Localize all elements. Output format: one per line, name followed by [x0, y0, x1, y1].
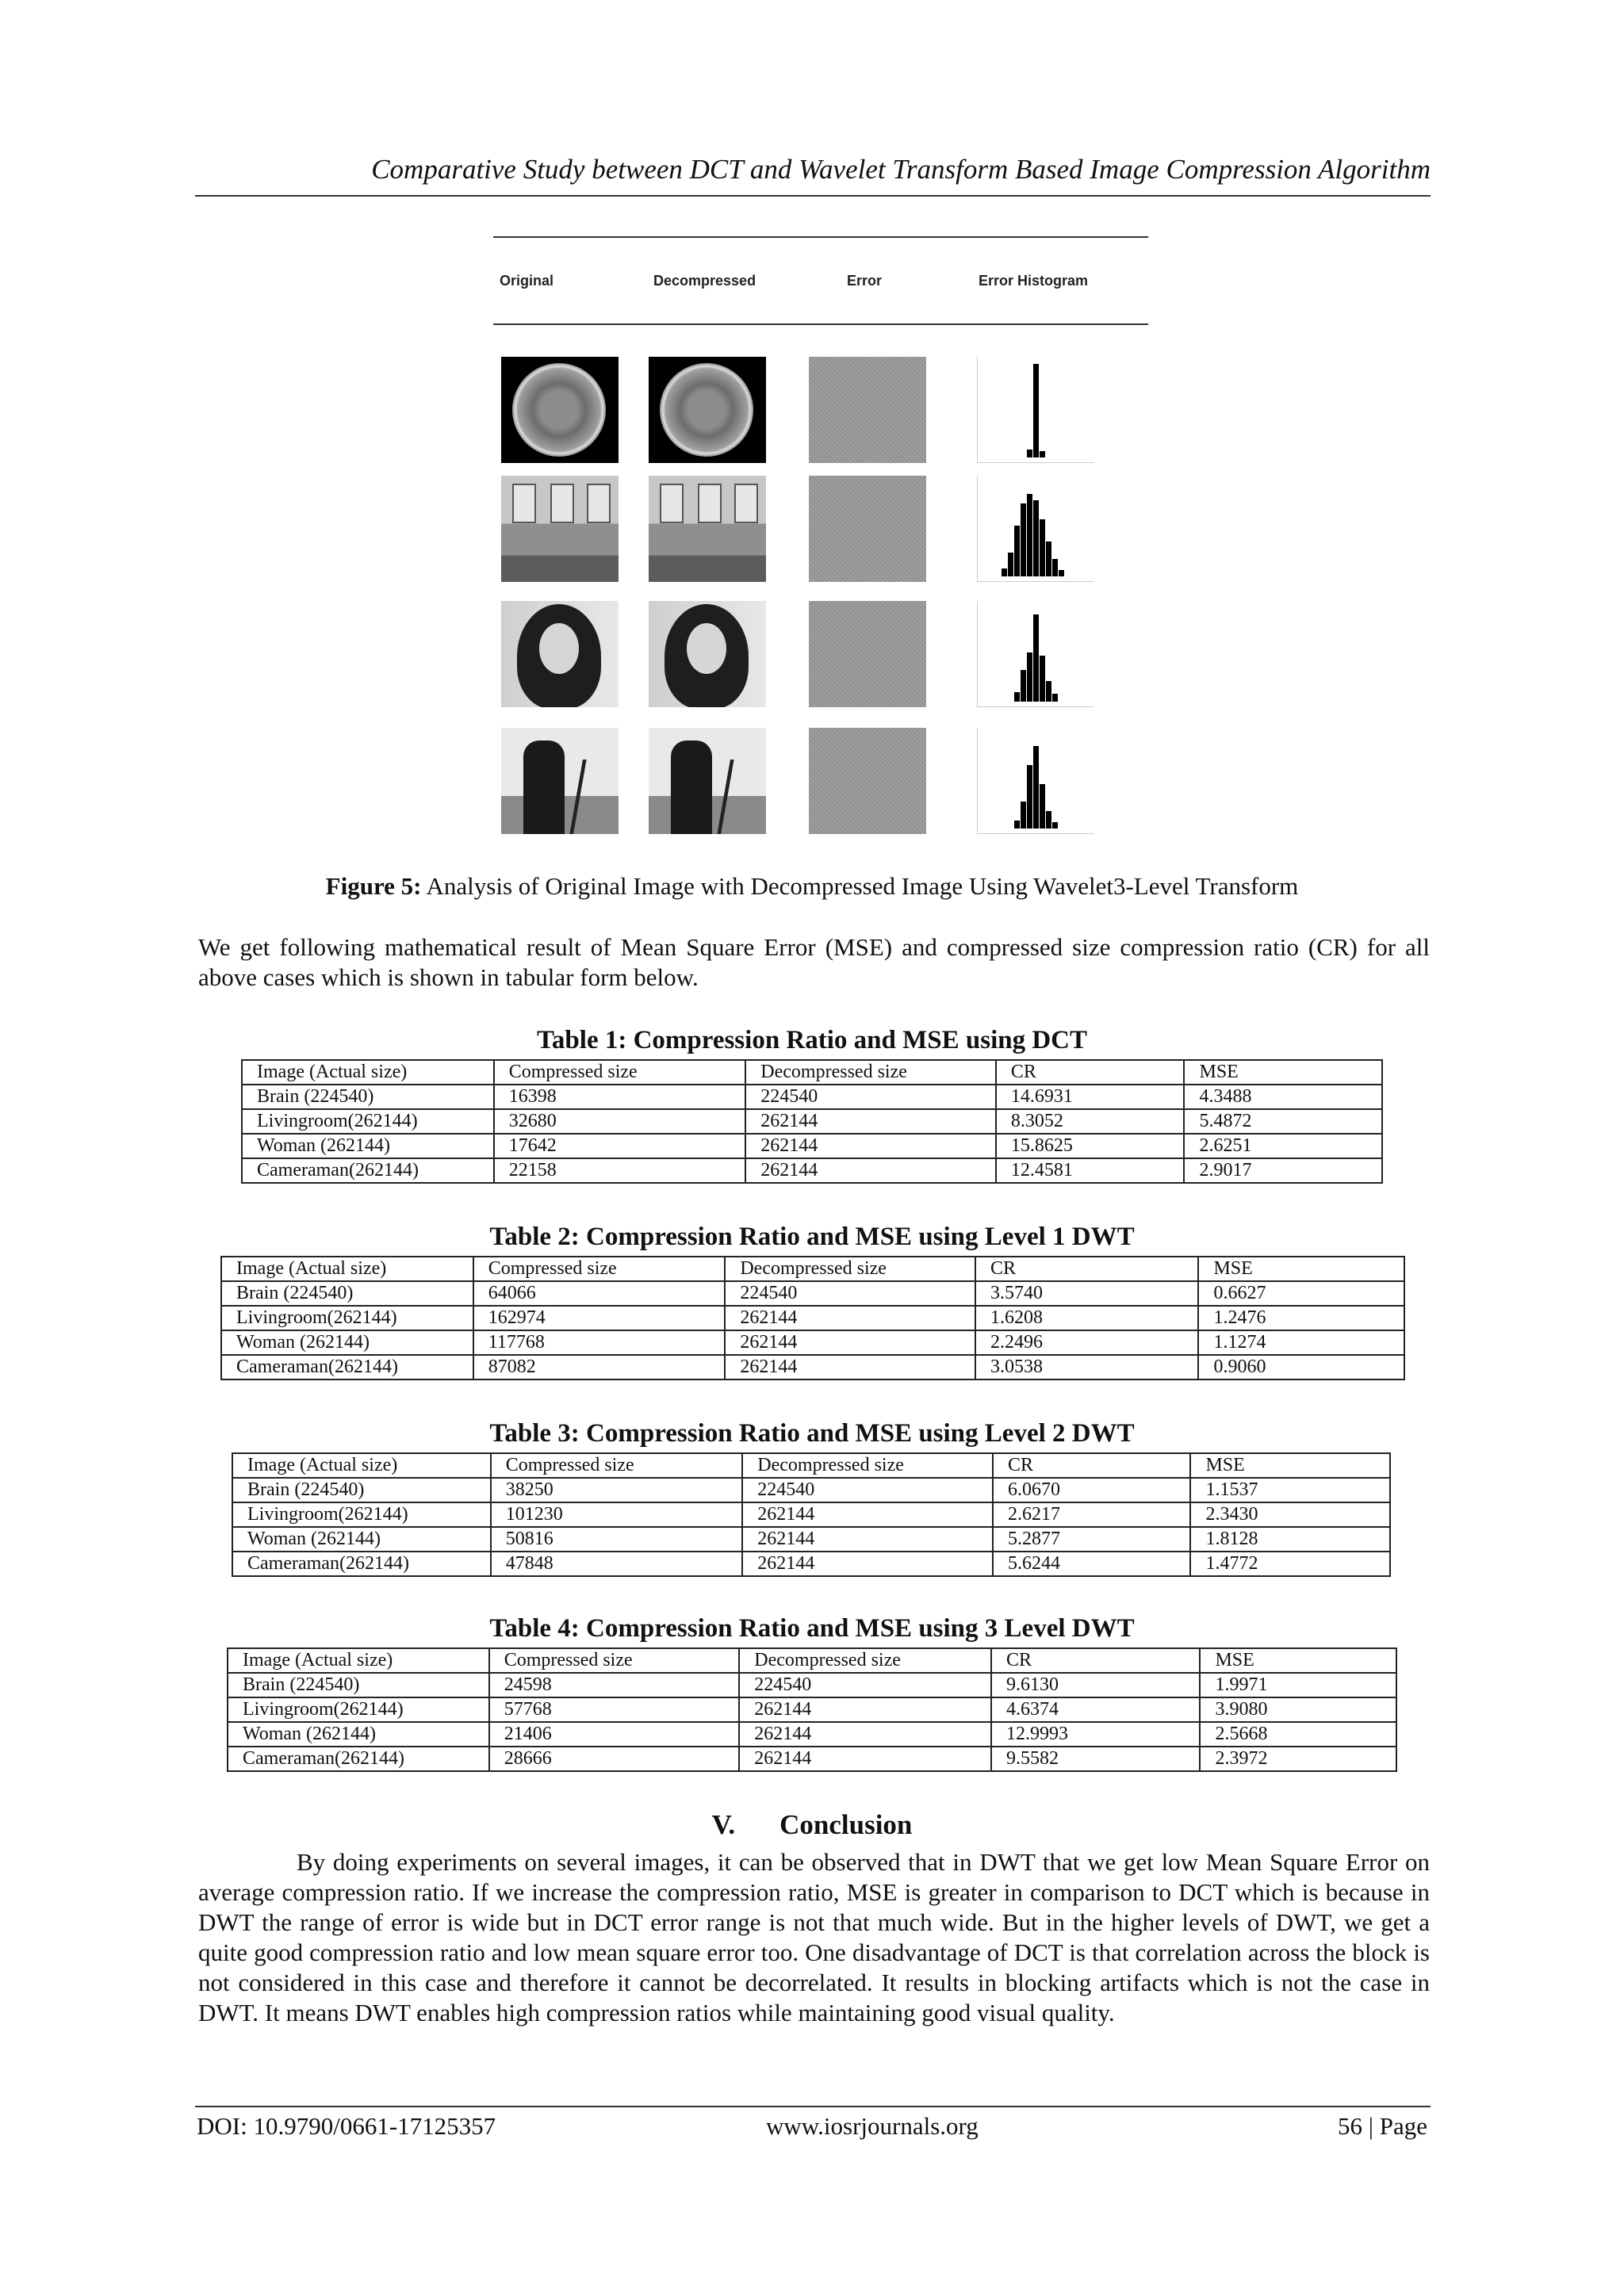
table-row	[232, 1527, 1390, 1552]
footer-doi: DOI: 10.9790/0661-17125357	[197, 2112, 496, 2140]
table-cell: 117768	[473, 1330, 726, 1355]
figure-5	[493, 236, 1148, 847]
table-cell: Livingroom(262144)	[242, 1109, 494, 1134]
brain-error-histogram	[977, 357, 1094, 463]
table-header-cell: Image (Actual size)	[221, 1257, 473, 1281]
table-cell: 262144	[745, 1134, 996, 1158]
table-header-cell: MSE	[1184, 1060, 1382, 1085]
footer-page-number: 56 | Page	[1338, 2112, 1427, 2140]
table-cell: 8.3052	[996, 1109, 1185, 1134]
table-cell: 5.4872	[1184, 1109, 1382, 1134]
table-header-cell: MSE	[1198, 1257, 1404, 1281]
cameraman-decompressed-image	[649, 728, 766, 834]
section-number: V.	[711, 1809, 736, 1840]
table-cell: 2.9017	[1184, 1158, 1382, 1183]
table-row	[242, 1158, 1382, 1183]
table-cell: 22158	[494, 1158, 746, 1183]
table-header-cell: CR	[993, 1453, 1191, 1478]
table-cell: 262144	[742, 1502, 993, 1527]
table-cell: 224540	[739, 1673, 991, 1697]
table-cell: 224540	[745, 1085, 996, 1109]
table-cell: 1.9971	[1200, 1673, 1396, 1697]
figure-header-rule	[493, 323, 1148, 325]
table-cell: Woman (262144)	[228, 1722, 489, 1747]
table-cell: 2.3972	[1200, 1747, 1396, 1771]
table-1	[241, 1059, 1383, 1184]
table-header-cell: Image (Actual size)	[228, 1648, 489, 1673]
footer-website: www.iosrjournals.org	[766, 2112, 979, 2140]
table-cell: 12.9993	[991, 1722, 1201, 1747]
table-cell: 87082	[473, 1355, 726, 1380]
table-row	[221, 1306, 1404, 1330]
table-2	[220, 1256, 1405, 1380]
table-cell: 15.8625	[996, 1134, 1185, 1158]
table-header-cell: Decompressed size	[725, 1257, 975, 1281]
table-cell: 0.9060	[1198, 1355, 1404, 1380]
table-4-title: Table 4: Compression Ratio and MSE using 3 Level DWT	[489, 1614, 1135, 1643]
conclusion-paragraph: By doing experiments on several images, it can be observed that in DWT that we get low Mean Square Error on average compression ratio. If we increase the compression ratio, MSE is greater in comparison to DCT which is because in DWT the range of error is wide but in DCT error range is not that much wide. But in the higher levels of DWT, we get a quite good compression ratio and low mean square error too. One disadvantage of DCT is that correlation across the block is not considered in this case and therefore it cannot be decorrelated. It results in blocking artifacts which is not the case in DWT. It means DWT enables high compression ratios while maintaining good visual quality.	[198, 1848, 1430, 2026]
table-row	[228, 1722, 1396, 1747]
table-2-title: Table 2: Compression Ratio and MSE using Level 1 DWT	[489, 1223, 1135, 1251]
table-cell: 21406	[489, 1722, 740, 1747]
livingroom-error-histogram	[977, 476, 1094, 582]
column-head-decompressed: Decompressed	[653, 273, 756, 289]
brain-original-image	[501, 357, 619, 463]
table-cell: 9.5582	[991, 1747, 1201, 1771]
table-cell: 262144	[725, 1330, 975, 1355]
table-row	[242, 1134, 1382, 1158]
table-cell: 1.1274	[1198, 1330, 1404, 1355]
footer-rule	[195, 2106, 1431, 2107]
table-header-row	[232, 1453, 1390, 1478]
table-header-cell: Compressed size	[491, 1453, 743, 1478]
table-header-cell: MSE	[1200, 1648, 1396, 1673]
paper-title: Comparative Study between DCT and Wavelet Transform Based Image Compression Algorithm	[371, 154, 1431, 185]
table-cell: Cameraman(262144)	[221, 1355, 473, 1380]
table-cell: 262144	[742, 1552, 993, 1576]
table-cell: 57768	[489, 1697, 740, 1722]
table-header-cell: Compressed size	[489, 1648, 740, 1673]
table-header-row	[221, 1257, 1404, 1281]
table-row	[228, 1697, 1396, 1722]
table-cell: 14.6931	[996, 1085, 1185, 1109]
table-cell: 224540	[742, 1478, 993, 1502]
woman-error-histogram	[977, 601, 1094, 707]
table-cell: 5.6244	[993, 1552, 1191, 1576]
table-cell: 16398	[494, 1085, 746, 1109]
column-head-error-histogram: Error Histogram	[979, 273, 1089, 289]
table-header-cell: CR	[975, 1257, 1198, 1281]
table-row	[232, 1478, 1390, 1502]
table-cell: 1.8128	[1190, 1527, 1390, 1552]
table-cell: 1.1537	[1190, 1478, 1390, 1502]
table-cell: 3.9080	[1200, 1697, 1396, 1722]
table-cell: Livingroom(262144)	[232, 1502, 491, 1527]
table-cell: 262144	[725, 1355, 975, 1380]
section-title: Conclusion	[779, 1809, 913, 1840]
table-cell: Woman (262144)	[242, 1134, 494, 1158]
table-row	[221, 1330, 1404, 1355]
brain-error-image	[809, 357, 926, 463]
table-4	[227, 1647, 1397, 1772]
running-header	[195, 149, 1431, 197]
table-cell: 17642	[494, 1134, 746, 1158]
cameraman-error-image	[809, 728, 926, 834]
table-cell: 1.4772	[1190, 1552, 1390, 1576]
table-cell: 2.3430	[1190, 1502, 1390, 1527]
table-row	[228, 1673, 1396, 1697]
table-cell: Brain (224540)	[242, 1085, 494, 1109]
table-cell: 6.0670	[993, 1478, 1191, 1502]
woman-decompressed-image	[649, 601, 766, 707]
table-cell: 5.2877	[993, 1527, 1191, 1552]
brain-decompressed-image	[649, 357, 766, 463]
table-header-row	[242, 1060, 1382, 1085]
table-row	[221, 1281, 1404, 1306]
table-cell: 32680	[494, 1109, 746, 1134]
table-cell: 2.5668	[1200, 1722, 1396, 1747]
table-cell: 262144	[745, 1109, 996, 1134]
table-1-title: Table 1: Compression Ratio and MSE using DCT	[536, 1026, 1088, 1054]
section-heading	[0, 1809, 1624, 1841]
livingroom-original-image	[501, 476, 619, 582]
table-cell: Cameraman(262144)	[232, 1552, 491, 1576]
table-cell: 64066	[473, 1281, 726, 1306]
figure-caption-text: Analysis of Original Image with Decompressed Image Using Wavelet3-Level Transform	[421, 872, 1299, 900]
table-header-cell: CR	[991, 1648, 1201, 1673]
table-cell: 38250	[491, 1478, 743, 1502]
table-header-cell: Decompressed size	[739, 1648, 991, 1673]
table-cell: 2.2496	[975, 1330, 1198, 1355]
intro-paragraph: We get following mathematical result of Mean Square Error (MSE) and compressed size compression ratio (CR) for all above cases which is shown in tabular form below.	[198, 933, 1430, 991]
table-header-cell: Image (Actual size)	[242, 1060, 494, 1085]
column-head-original: Original	[500, 273, 554, 289]
table-cell: 3.0538	[975, 1355, 1198, 1380]
table-header-cell: Compressed size	[473, 1257, 726, 1281]
table-cell: 28666	[489, 1747, 740, 1771]
table-cell: Woman (262144)	[221, 1330, 473, 1355]
table-cell: 262144	[742, 1527, 993, 1552]
table-row	[221, 1355, 1404, 1380]
woman-original-image	[501, 601, 619, 707]
table-cell: 24598	[489, 1673, 740, 1697]
table-cell: 2.6217	[993, 1502, 1191, 1527]
table-cell: Brain (224540)	[228, 1673, 489, 1697]
table-row	[232, 1502, 1390, 1527]
table-row	[242, 1085, 1382, 1109]
table-cell: Livingroom(262144)	[228, 1697, 489, 1722]
woman-error-image	[809, 601, 926, 707]
table-cell: Brain (224540)	[221, 1281, 473, 1306]
table-cell: 3.5740	[975, 1281, 1198, 1306]
table-cell: 262144	[725, 1306, 975, 1330]
table-cell: 262144	[745, 1158, 996, 1183]
cameraman-error-histogram	[977, 728, 1094, 834]
table-cell: 101230	[491, 1502, 743, 1527]
table-header-cell: MSE	[1190, 1453, 1390, 1478]
table-3-title: Table 3: Compression Ratio and MSE using Level 2 DWT	[489, 1419, 1135, 1448]
table-cell: 9.6130	[991, 1673, 1201, 1697]
table-header-cell: Compressed size	[494, 1060, 746, 1085]
table-cell: 0.6627	[1198, 1281, 1404, 1306]
table-cell: 262144	[739, 1747, 991, 1771]
table-header-cell: CR	[996, 1060, 1185, 1085]
table-cell: Livingroom(262144)	[221, 1306, 473, 1330]
table-header-cell: Decompressed size	[745, 1060, 996, 1085]
cameraman-original-image	[501, 728, 619, 834]
table-cell: 162974	[473, 1306, 726, 1330]
table-cell: 1.6208	[975, 1306, 1198, 1330]
table-cell: Woman (262144)	[232, 1527, 491, 1552]
table-cell: 4.3488	[1184, 1085, 1382, 1109]
table-row	[232, 1552, 1390, 1576]
livingroom-decompressed-image	[649, 476, 766, 582]
figure-caption	[0, 872, 1624, 901]
column-head-error: Error	[847, 273, 883, 289]
figure-caption-label: Figure 5:	[325, 872, 422, 900]
table-row	[228, 1747, 1396, 1771]
table-row	[242, 1109, 1382, 1134]
table-cell: 47848	[491, 1552, 743, 1576]
table-cell: 262144	[739, 1697, 991, 1722]
table-cell: 50816	[491, 1527, 743, 1552]
table-cell: 2.6251	[1184, 1134, 1382, 1158]
table-cell: 224540	[725, 1281, 975, 1306]
table-header-cell: Decompressed size	[742, 1453, 993, 1478]
table-header-row	[228, 1648, 1396, 1673]
table-cell: Brain (224540)	[232, 1478, 491, 1502]
table-cell: Cameraman(262144)	[242, 1158, 494, 1183]
table-cell: 262144	[739, 1722, 991, 1747]
table-cell: 4.6374	[991, 1697, 1201, 1722]
table-cell: 12.4581	[996, 1158, 1185, 1183]
table-cell: 1.2476	[1198, 1306, 1404, 1330]
table-header-cell: Image (Actual size)	[232, 1453, 491, 1478]
table-3	[232, 1452, 1391, 1577]
table-cell: Cameraman(262144)	[228, 1747, 489, 1771]
livingroom-error-image	[809, 476, 926, 582]
figure-top-rule	[493, 236, 1148, 238]
